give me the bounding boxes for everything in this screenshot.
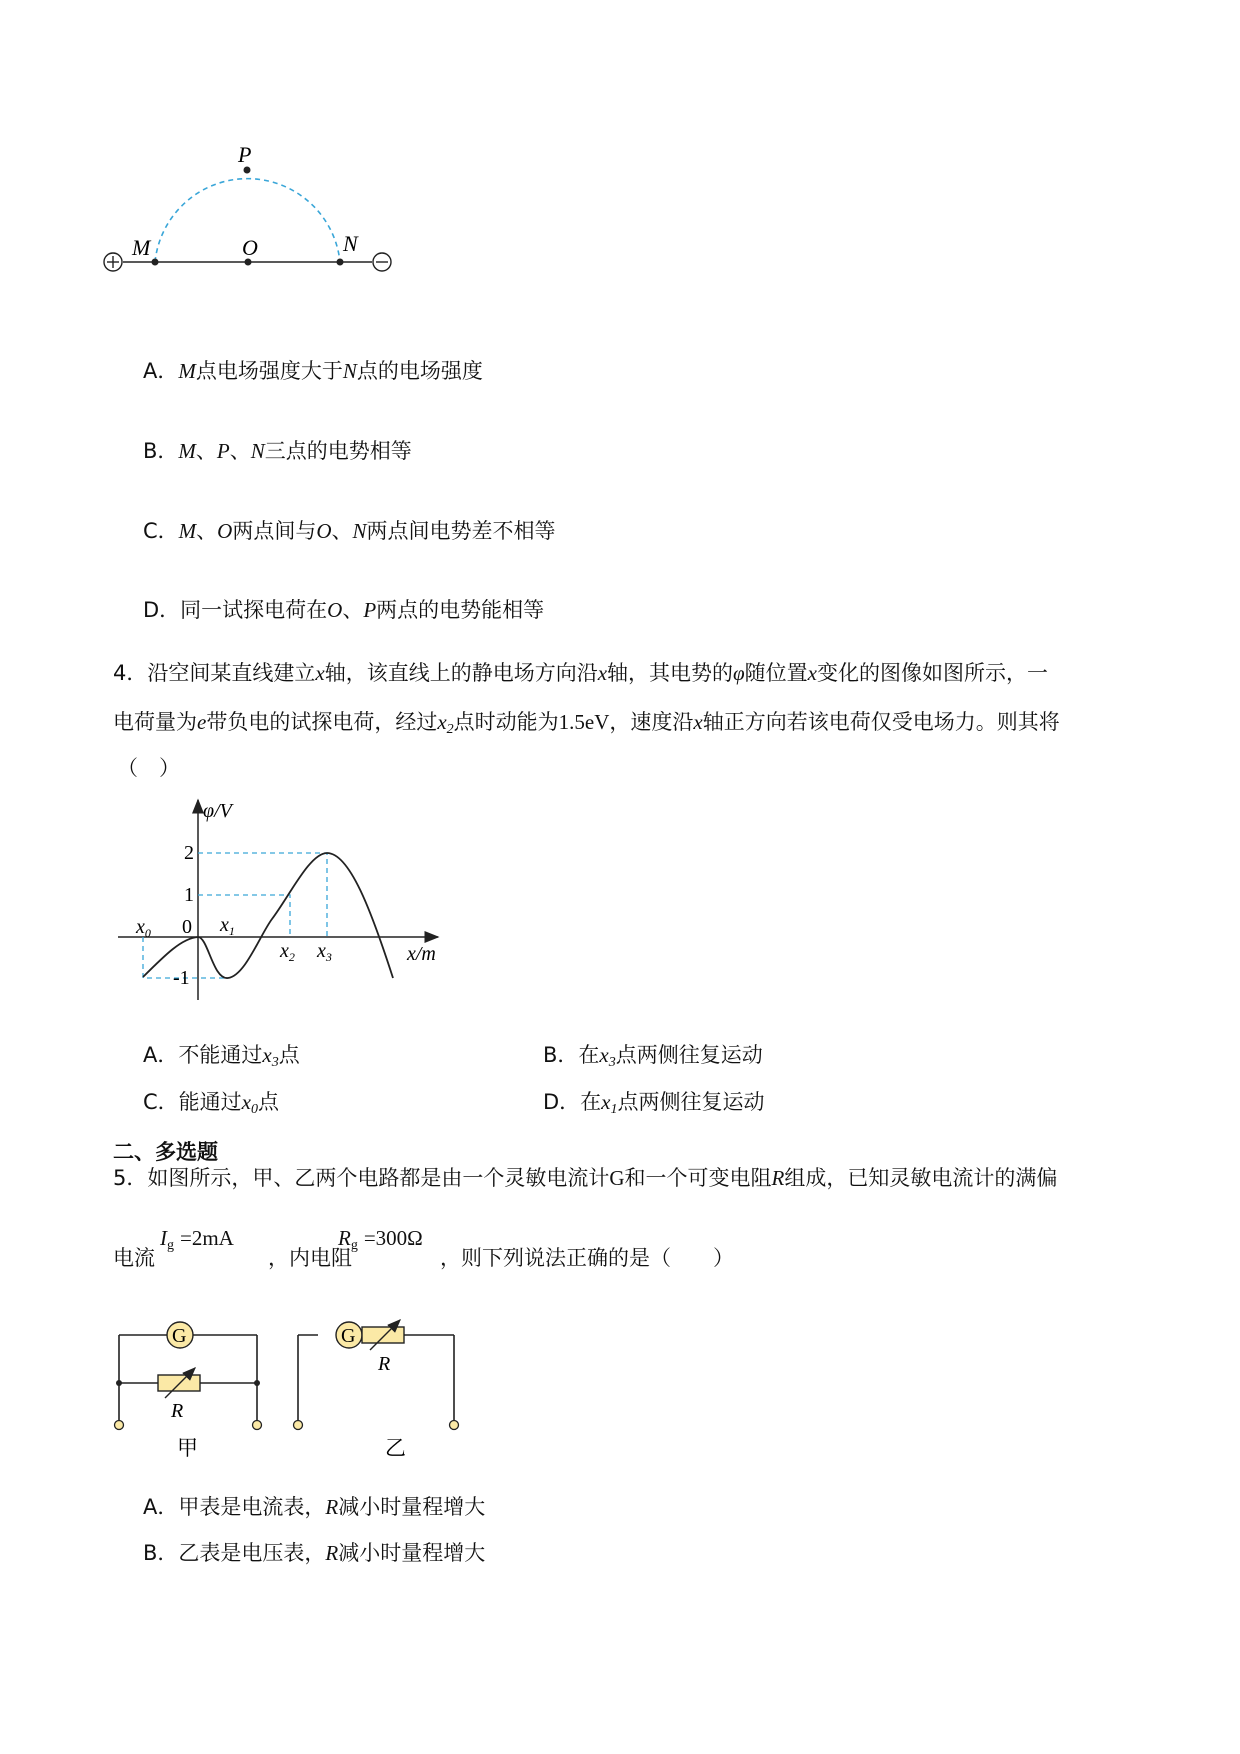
q5-formula-ig: $I_g =2mA$	[160, 1226, 234, 1253]
svg-text:R: R	[378, 1353, 391, 1375]
q4-option-d[interactable]: D．在$x_1$点两侧往复运动	[543, 1090, 765, 1117]
tick-1: 1	[184, 884, 194, 906]
label-O: O	[242, 235, 258, 260]
q5-stem-line1: 5．如图所示，甲、乙两个电路都是由一个灵敏电流计G和一个可变电阻R组成，已知灵敏电流计的满偏	[113, 1166, 1058, 1190]
variable-resistor-icon	[158, 1375, 200, 1391]
section-title: 二、多选题	[113, 1140, 218, 1164]
x-axis-label: x/m	[407, 943, 436, 965]
q3-option-a[interactable]: A．M点电场强度大于N点的电场强度	[143, 359, 483, 383]
variable-resistor-icon	[362, 1327, 404, 1343]
terminal-icon	[115, 1421, 124, 1430]
q4-option-b[interactable]: B．在$x_3$点两侧往复运动	[543, 1043, 763, 1070]
label-x2: $x_2$	[280, 940, 295, 964]
q5-circuits	[105, 1300, 475, 1460]
label-jia: 甲	[177, 1436, 198, 1460]
label-P: P	[238, 142, 252, 167]
tick-2: 2	[184, 842, 194, 864]
q3-option-d[interactable]: D．同一试探电荷在O、P两点的电势能相等	[143, 598, 545, 622]
terminal-icon	[294, 1421, 303, 1430]
circuit-yi	[298, 1335, 454, 1420]
point-P	[244, 167, 251, 174]
tick-neg1: -1	[173, 967, 190, 989]
q4-stem-line1: 4．沿空间某直线建立x轴，该直线上的静电场方向沿x轴，其电势的φ随位置x变化的图像如图所示，一	[113, 661, 1048, 685]
label-x3: $x_3$	[317, 940, 332, 964]
svg-text:G: G	[341, 1325, 356, 1347]
q5-option-a[interactable]: A．甲表是电流表，R减小时量程增大	[143, 1495, 486, 1519]
q5-formula-rg: $R_g =300\Omega$	[338, 1226, 423, 1253]
q4-stem-line2: 电荷量为e带负电的试探电荷，经过$x_2$点时动能为1.5eV，速度沿x轴正方向若该电荷仅受电场力。则其将	[113, 710, 1060, 737]
q4-potential-graph	[110, 795, 460, 1010]
dashed-guides	[143, 853, 327, 978]
label-yi: 乙	[385, 1436, 406, 1460]
label-N: N	[343, 231, 358, 256]
terminal-icon	[450, 1421, 459, 1430]
q3-figure	[100, 140, 420, 310]
label-x1: $x_1$	[220, 914, 235, 938]
point-M	[152, 259, 159, 266]
point-N	[337, 259, 344, 266]
svg-text:G: G	[172, 1325, 187, 1347]
y-axis-label: φ/V	[203, 800, 232, 822]
tick-0: 0	[182, 916, 192, 938]
potential-curve	[143, 853, 393, 978]
label-x0: $x_0$	[136, 916, 151, 940]
q3-option-c[interactable]: C．M、O两点间与O、N两点间电势差不相等	[143, 519, 556, 543]
label-M: M	[132, 235, 151, 260]
q4-stem-line3: （ ）	[117, 756, 180, 780]
terminal-icon	[253, 1421, 262, 1430]
q4-option-c[interactable]: C．能通过$x_0$点	[143, 1090, 279, 1117]
q5-option-b[interactable]: B．乙表是电压表，R减小时量程增大	[143, 1541, 486, 1565]
q5-stem-line2c: ，则下列说法正确的是（ ）	[440, 1246, 734, 1270]
svg-text:R: R	[171, 1400, 184, 1422]
q5-stem-line2b: ，内电阻	[268, 1246, 352, 1270]
q3-option-b[interactable]: B．M、P、N三点的电势相等	[143, 439, 412, 463]
q5-stem-line2: 电流	[113, 1246, 155, 1270]
q4-option-a[interactable]: A．不能通过$x_3$点	[143, 1043, 300, 1070]
